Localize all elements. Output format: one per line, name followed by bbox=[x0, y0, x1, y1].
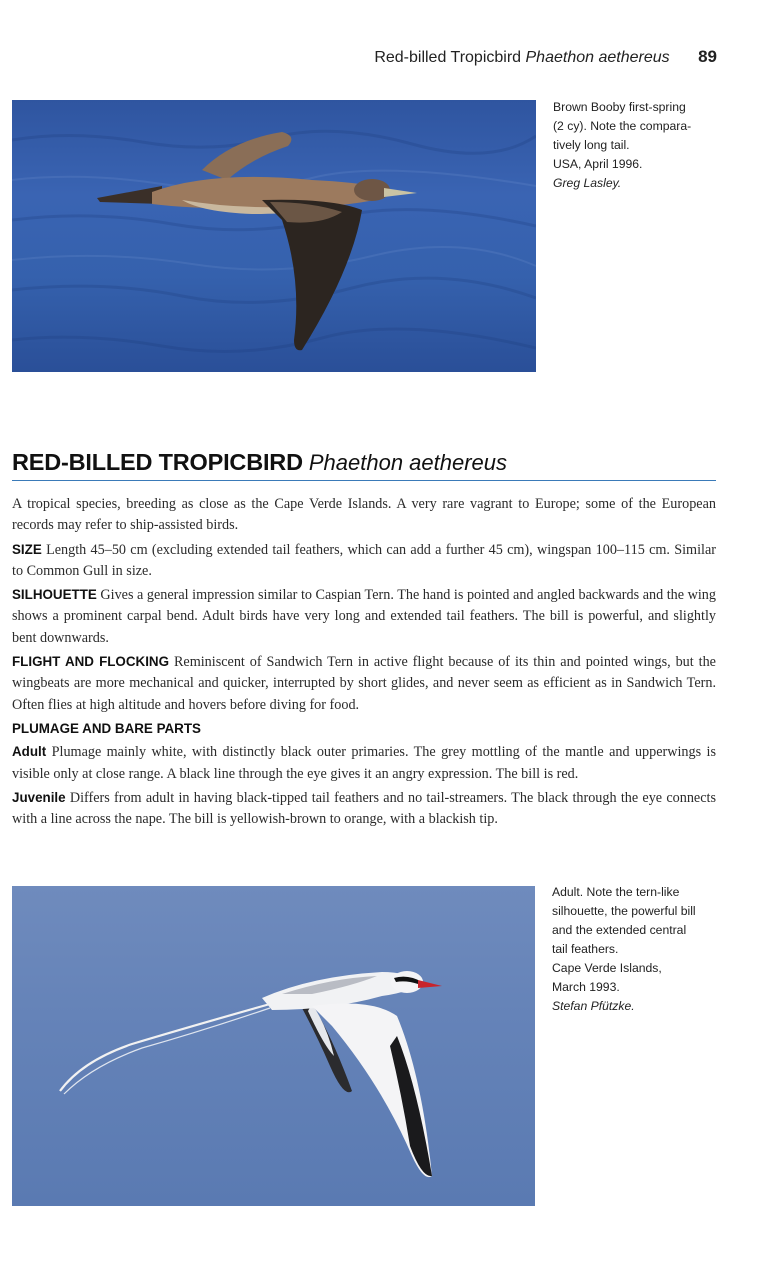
juvenile-text: Differs from adult in having black-tipped tail feathers and no tail-streamers. The black through the eye connects with a line across the nape. The bill is yellowish-brown to orange, with a blackish tip. bbox=[12, 789, 716, 828]
juvenile-paragraph bbox=[12, 787, 716, 831]
species-heading bbox=[12, 449, 716, 481]
plumage-heading: PLUMAGE AND BARE PARTS bbox=[12, 720, 201, 736]
photo-credit: Stefan Pfützke. bbox=[552, 999, 635, 1013]
size-label: SIZE bbox=[12, 541, 42, 557]
caption-line: tively long tail. bbox=[553, 138, 630, 152]
species-scientific-name: Phaethon aethereus bbox=[308, 450, 508, 475]
caption-line: and the extended central bbox=[552, 923, 687, 937]
juvenile-label: Juvenile bbox=[12, 789, 66, 805]
caption-line: Adult. Note the tern-like bbox=[552, 885, 680, 899]
flight-label: FLIGHT AND FLOCKING bbox=[12, 654, 169, 670]
species-account bbox=[12, 494, 716, 832]
photo-credit: Greg Lasley. bbox=[553, 176, 622, 190]
brown-booby-illustration bbox=[12, 100, 536, 372]
tropicbird-illustration bbox=[12, 886, 535, 1206]
brown-booby-caption bbox=[553, 98, 691, 193]
tropicbird-caption bbox=[552, 883, 696, 1016]
caption-line: March 1993. bbox=[552, 980, 620, 994]
silhouette-paragraph bbox=[12, 584, 716, 649]
caption-line: (2 cy). Note the compara- bbox=[553, 119, 692, 133]
adult-text: Plumage mainly white, with distinctly black outer primaries. The grey mottling of the mantle and upperwings is visible only at close range. A black line through the eye gives it an angry expression. The bill is red. bbox=[12, 744, 716, 782]
species-common-name: RED-BILLED TROPICBIRD bbox=[12, 449, 303, 475]
caption-line: Brown Booby first-spring bbox=[553, 100, 686, 114]
page-number: 89 bbox=[698, 47, 717, 66]
adult-label: Adult bbox=[12, 744, 47, 760]
adult-paragraph bbox=[12, 741, 716, 785]
flight-text: Reminiscent of Sandwich Tern in active flight because of its thin and pointed wings, but the wingbeats are more mechanical and quicker, interrupted by short glides, and never seem as efficient as in Sandwich Tern. Often flies at high altitude and hovers before diving for food. bbox=[12, 654, 716, 713]
caption-line: silhouette, the powerful bill bbox=[552, 904, 696, 918]
size-text: Length 45–50 cm (excluding extended tail feathers, which can add a further 45 cm), wingspan 100–115 cm. Similar to Common Gull in size. bbox=[12, 541, 717, 579]
silhouette-text: Gives a general impression similar to Caspian Tern. The hand is pointed and angled backwards and the wing shows a prominent carpal bend. Adult birds have very long and extended tail feathers. The bill is powerful, and slightly bent downwards. bbox=[12, 587, 716, 646]
running-head bbox=[374, 47, 717, 67]
flight-paragraph bbox=[12, 651, 716, 716]
tropicbird-photo bbox=[12, 886, 535, 1206]
running-head-common-name: Red-billed Tropicbird bbox=[374, 49, 522, 66]
running-head-scientific-name: Phaethon aethereus bbox=[525, 49, 670, 66]
caption-line: Cape Verde Islands, bbox=[552, 961, 662, 975]
size-paragraph bbox=[12, 539, 716, 583]
intro-paragraph: A tropical species, breeding as close as the Cape Verde Islands. A very rare vagrant to Europe; some of the European records may refer to ship-assisted birds. bbox=[12, 496, 716, 534]
caption-line: tail feathers. bbox=[552, 942, 619, 956]
caption-line: USA, April 1996. bbox=[553, 157, 643, 171]
brown-booby-photo bbox=[12, 100, 536, 372]
silhouette-label: SILHOUETTE bbox=[12, 587, 97, 603]
